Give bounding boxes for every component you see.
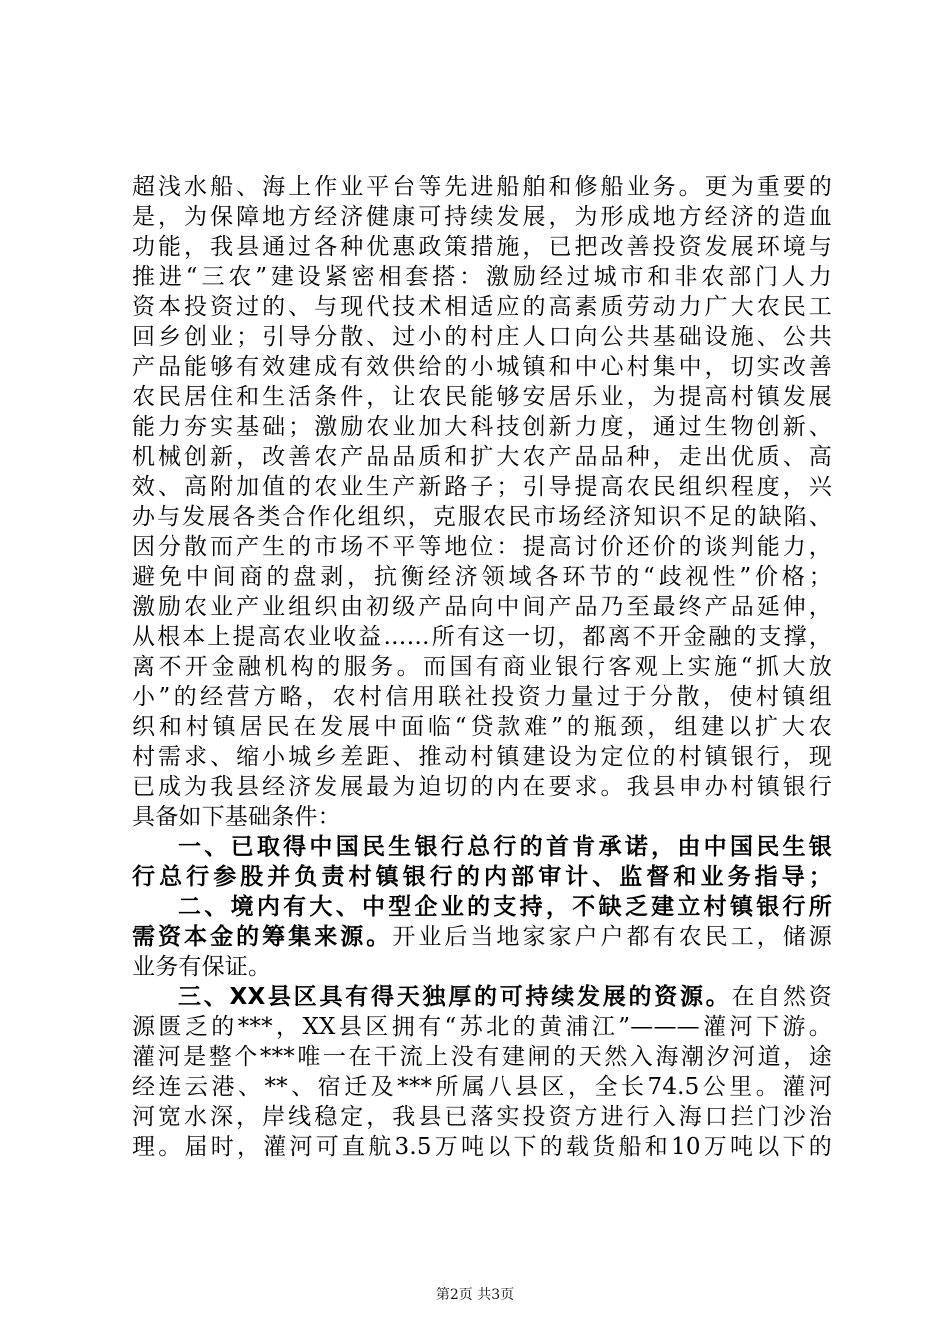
text-line: 机械创新，改善农产品品质和扩大农产品品种，走出优质、高 (132, 444, 832, 470)
item-1-line: 一、已取得中国民生银行总行的首肯承诺，由中国民生银 (178, 834, 832, 860)
page-footer (0, 1286, 950, 1304)
item-3-line: 经连云港、**、宿迁及***所属八县区，全长74.5公里。灌河 (132, 1074, 832, 1100)
text-line: 功能，我县通过各种优惠政策措施，已把改善投资发展环境与 (132, 234, 832, 260)
item-3-bold-run: 三、XX县区具有得天独厚的可持续发展的资源。 (178, 984, 732, 1010)
item-3-rest: 在自然资 (731, 984, 832, 1010)
item-2-line: 业务有保证。 (132, 954, 272, 980)
text-line: 具备如下基础条件： (132, 804, 341, 830)
page-number: 第2页 共3页 (435, 1287, 515, 1303)
item-2-line: 二、境内有大、中型企业的支持，不缺乏建立村镇银行所 (178, 894, 832, 920)
item-3-line: 河宽水深，岸线稳定，我县已落实投资方进行入海口拦门沙治 (132, 1104, 832, 1130)
text-line: 织和村镇居民在发展中面临“贷款难”的瓶颈，组建以扩大农 (132, 714, 832, 740)
item-1-line: 行总行参股并负责村镇银行的内部审计、监督和业务指导； (132, 864, 832, 890)
text-line: 推进“三农”建设紧密相套搭：激励经过城市和非农部门人力 (132, 264, 832, 290)
item-3-line: 源匮乏的***，XX县区拥有“苏北的黄浦江”———灌河下游。 (132, 1014, 832, 1040)
text-line: 避免中间商的盘剥，抗衡经济领域各环节的“歧视性”价格； (132, 564, 832, 590)
text-line: 已成为我县经济发展最为迫切的内在要求。我县申办村镇银行 (132, 774, 832, 800)
text-line: 办与发展各类合作化组织，克服农民市场经济知识不足的缺陷、 (132, 504, 832, 530)
text-line: 效、高附加值的农业生产新路子；引导提高农民组织程度，兴 (132, 474, 832, 500)
item-3-line: 理。届时，灌河可直航3.5万吨以下的载货船和10万吨以下的 (132, 1134, 832, 1160)
body-text (132, 172, 832, 1162)
text-line: 激励农业产业组织由初级产品向中间产品乃至最终产品延伸， (132, 594, 832, 620)
text-line: 超浅水船、海上作业平台等先进船舶和修船业务。更为重要的 (132, 174, 832, 200)
text-line: 是，为保障地方经济健康可持续发展，为形成地方经济的造血 (132, 204, 832, 230)
text-line: 因分散而产生的市场不平等地位：提高讨价还价的谈判能力， (132, 534, 832, 560)
text-line: 资本投资过的、与现代技术相适应的高素质劳动力广大农民工 (132, 294, 832, 320)
text-line: 农民居住和生活条件，让农民能够安居乐业，为提高村镇发展 (132, 384, 832, 410)
text-line: 村需求、缩小城乡差距、推动村镇建设为定位的村镇银行，现 (132, 744, 832, 770)
text-line: 从根本上提高农业收益……所有这一切，都离不开金融的支撑， (132, 624, 832, 650)
text-line: 产品能够有效建成有效供给的小城镇和中心村集中，切实改善 (132, 354, 832, 380)
item-3-line (132, 982, 832, 1012)
item-2-line (132, 922, 832, 952)
text-line: 离不开金融机构的服务。而国有商业银行客观上实施“抓大放 (132, 654, 832, 680)
item-2-rest: 开业后当地家家户户都有农民工，储源 (392, 924, 832, 950)
item-2-bold-run: 需资本金的筹集来源。 (132, 924, 393, 950)
item-3-line: 灌河是整个***唯一在干流上没有建闸的天然入海潮汐河道，途 (132, 1044, 832, 1070)
text-line: 回乡创业；引导分散、过小的村庄人口向公共基础设施、公共 (132, 324, 832, 350)
text-line: 小”的经营方略，农村信用联社投资力量过于分散，使村镇组 (132, 684, 832, 710)
text-line: 能力夯实基础；激励农业加大科技创新力度，通过生物创新、 (132, 414, 832, 440)
